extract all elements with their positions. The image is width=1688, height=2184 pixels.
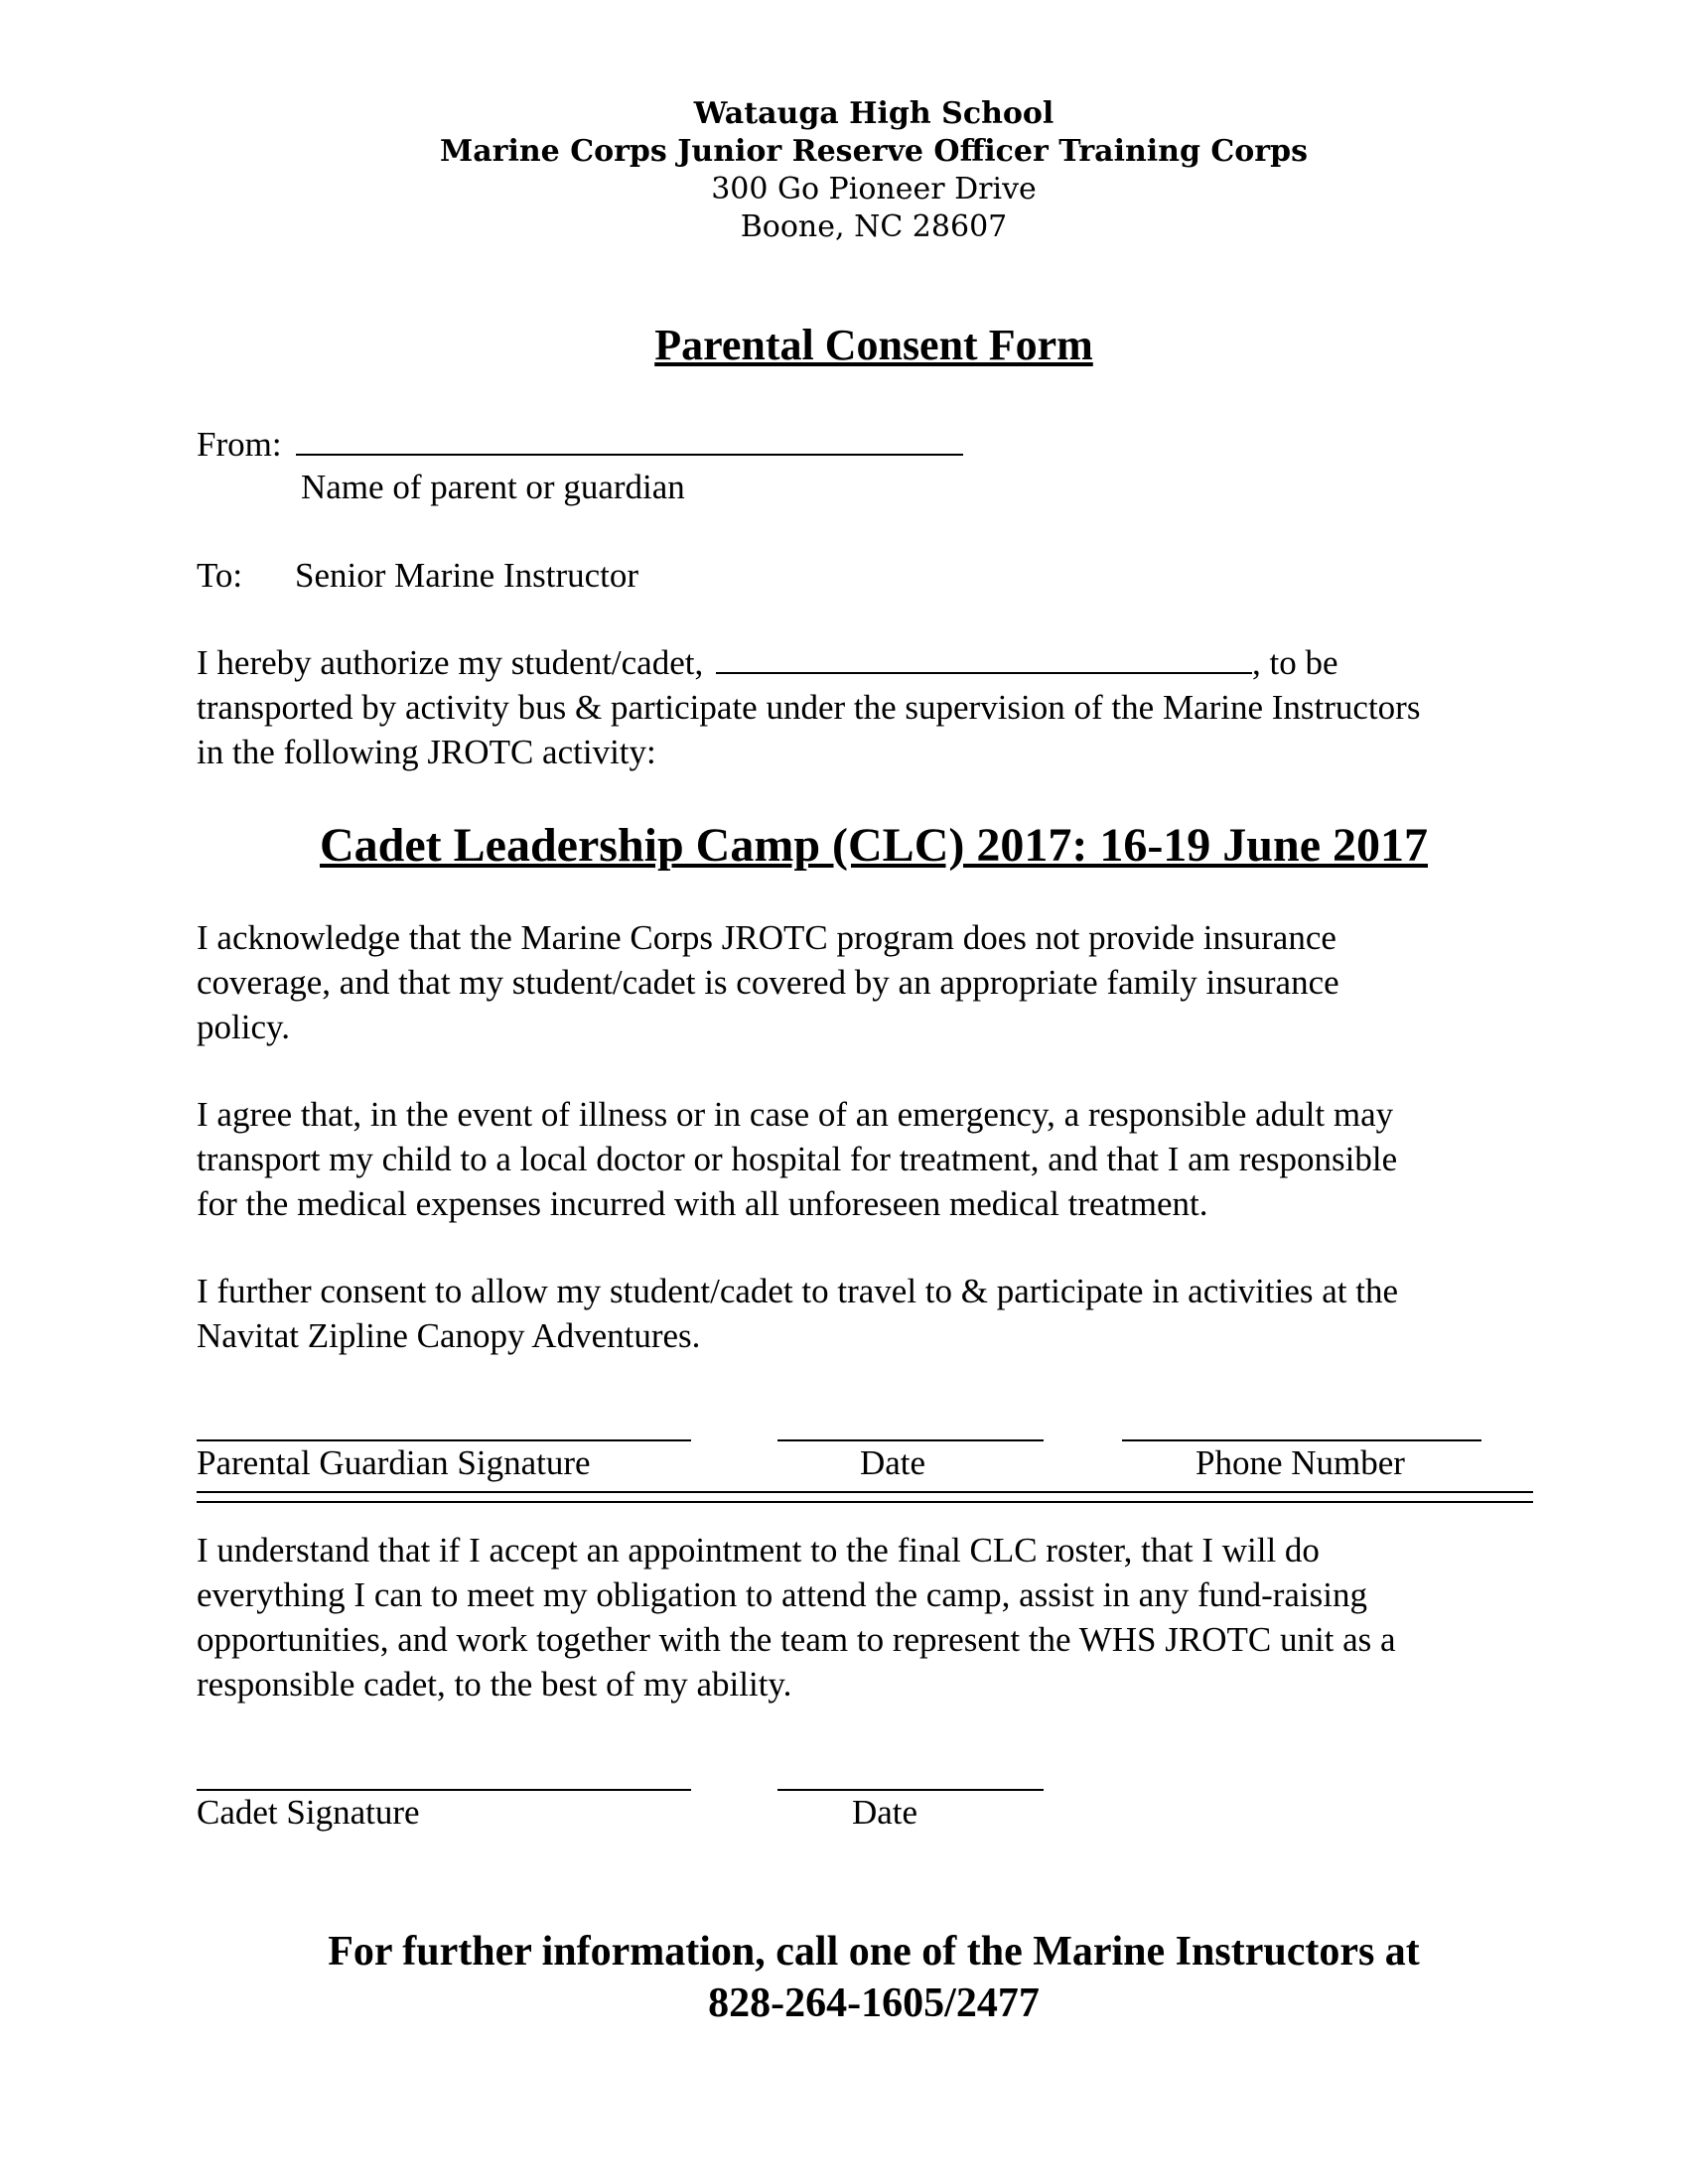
insurance-paragraph: [197, 915, 1339, 1049]
cadet-name-field[interactable]: [716, 640, 1252, 674]
authorize-suffix: , to be: [1251, 643, 1338, 682]
program-name: Marine Corps Junior Reserve Officer Training Corps: [440, 134, 1308, 169]
parent-name-field[interactable]: [296, 422, 963, 456]
parent-date-label: Date: [860, 1443, 926, 1482]
parent-signature-line[interactable]: [197, 1439, 691, 1441]
parent-signature-label: Parental Guardian Signature: [197, 1443, 591, 1482]
from-label: From:: [197, 425, 282, 464]
letterhead: [0, 95, 1688, 246]
pledge-line: responsible cadet, to the best of my ability.: [197, 1665, 792, 1704]
zipline-line: Navitat Zipline Canopy Adventures.: [197, 1316, 701, 1355]
zipline-paragraph: [197, 1269, 1398, 1358]
school-name: Watauga High School: [693, 96, 1055, 131]
parent-phone-label: Phone Number: [1196, 1443, 1405, 1482]
cadet-date-line[interactable]: [777, 1789, 1044, 1791]
pledge-line: everything I can to meet my obligation to attend the camp, assist in any fund-raising: [197, 1575, 1368, 1614]
section-divider: [197, 1491, 1533, 1503]
authorize-line-3: in the following JROTC activity:: [197, 733, 656, 771]
event-title: Cadet Leadership Camp (CLC) 2017: 16-19 June 2017: [320, 819, 1428, 872]
cadet-pledge-paragraph: [197, 1528, 1396, 1706]
cadet-signature-label: Cadet Signature: [197, 1793, 420, 1832]
footer-phone: 828-264-1605/2477: [708, 1980, 1040, 2026]
cadet-signature-line[interactable]: [197, 1789, 691, 1791]
pledge-line: I understand that if I accept an appointment to the final CLC roster, that I will do: [197, 1531, 1320, 1570]
parent-phone-line[interactable]: [1122, 1439, 1481, 1441]
zipline-line: I further consent to allow my student/cadet to travel to & participate in activities at the: [197, 1272, 1399, 1310]
pledge-line: opportunities, and work together with the team to represent the WHS JROTC unit as a: [197, 1620, 1396, 1659]
contact-footer: [0, 1926, 1688, 2029]
medical-paragraph: [197, 1092, 1397, 1226]
authorize-line-1: [197, 640, 1337, 685]
footer-line-1: For further information, call one of the Marine Instructors at: [328, 1929, 1420, 1975]
to-label: To:: [197, 556, 243, 595]
to-value: Senior Marine Instructor: [295, 556, 639, 595]
form-title: Parental Consent Form: [654, 321, 1093, 369]
insurance-line: policy.: [197, 1008, 290, 1046]
medical-line: transport my child to a local doctor or hospital for treatment, and that I am responsible: [197, 1140, 1398, 1178]
medical-line: for the medical expenses incurred with all unforeseen medical treatment.: [197, 1184, 1208, 1223]
authorize-prefix: I hereby authorize my student/cadet,: [197, 643, 704, 682]
medical-line: I agree that, in the event of illness or in case of an emergency, a responsible adult may: [197, 1095, 1394, 1134]
cadet-date-label: Date: [852, 1793, 918, 1832]
insurance-line: I acknowledge that the Marine Corps JROTC program does not provide insurance: [197, 918, 1336, 957]
street-address: 300 Go Pioneer Drive: [711, 172, 1037, 206]
parent-date-line[interactable]: [777, 1439, 1044, 1441]
from-row: [197, 422, 963, 467]
from-sublabel: Name of parent or guardian: [301, 468, 685, 506]
city-address: Boone, NC 28607: [740, 209, 1008, 244]
authorize-line-2: transported by activity bus & participate under the supervision of the Marine Instructors: [197, 688, 1421, 727]
insurance-line: coverage, and that my student/cadet is covered by an appropriate family insurance: [197, 963, 1339, 1002]
